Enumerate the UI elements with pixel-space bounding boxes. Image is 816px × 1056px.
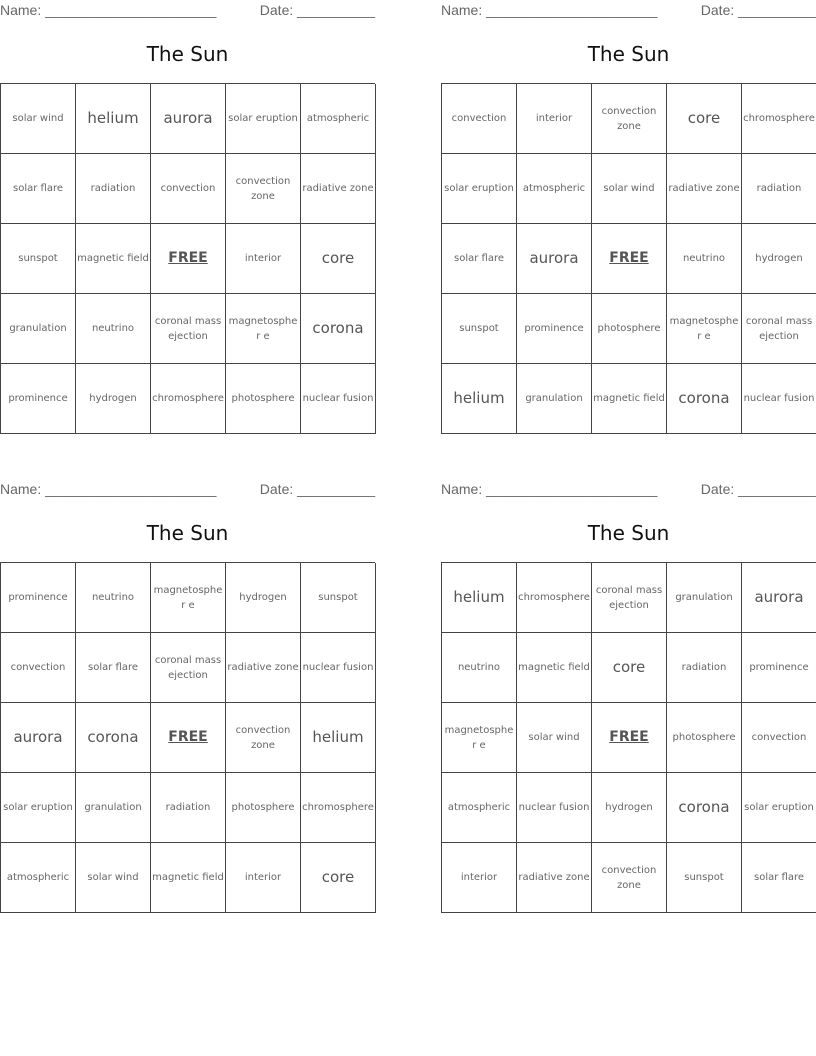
- bingo-cell: prominence: [1, 563, 76, 633]
- bingo-cell: hydrogen: [226, 563, 301, 633]
- name-field: Name: ______________________: [441, 481, 658, 497]
- bingo-cell: radiation: [742, 154, 816, 224]
- bingo-cell: coronal mass ejection: [592, 563, 667, 633]
- card-header: [441, 479, 816, 505]
- bingo-card-4: [441, 479, 816, 913]
- bingo-cell: core: [592, 633, 667, 703]
- bingo-cell: sunspot: [442, 294, 517, 364]
- bingo-cell: core: [301, 224, 376, 294]
- bingo-cell: prominence: [1, 364, 76, 434]
- bingo-cell: convection: [742, 703, 816, 773]
- bingo-cell: sunspot: [301, 563, 376, 633]
- card-title: The Sun: [587, 42, 670, 66]
- free-space-cell: FREE: [151, 703, 226, 773]
- bingo-cell: core: [301, 843, 376, 913]
- bingo-cell: radiation: [76, 154, 151, 224]
- bingo-cell: atmospheric: [442, 773, 517, 843]
- bingo-cell: corona: [667, 773, 742, 843]
- bingo-cell: radiation: [151, 773, 226, 843]
- bingo-cell: chromosphere: [742, 84, 816, 154]
- bingo-cell: solar eruption: [1, 773, 76, 843]
- bingo-cell: solar flare: [76, 633, 151, 703]
- bingo-cell: aurora: [742, 563, 816, 633]
- bingo-cell: convection zone: [592, 84, 667, 154]
- card-header: [441, 0, 816, 26]
- bingo-cell: magnetic field: [517, 633, 592, 703]
- bingo-cell: photosphere: [667, 703, 742, 773]
- bingo-cell: photosphere: [226, 773, 301, 843]
- name-field: Name: ______________________: [0, 481, 217, 497]
- bingo-cell: convection zone: [592, 843, 667, 913]
- bingo-cell: interior: [226, 843, 301, 913]
- bingo-cell: atmospheric: [1, 843, 76, 913]
- bingo-cell: interior: [442, 843, 517, 913]
- card-title: The Sun: [146, 42, 229, 66]
- bingo-cell: granulation: [517, 364, 592, 434]
- bingo-cell: atmospheric: [301, 84, 376, 154]
- card-header: [0, 0, 375, 26]
- bingo-cell: chromosphere: [151, 364, 226, 434]
- bingo-cell: photosphere: [592, 294, 667, 364]
- bingo-cell: radiation: [667, 633, 742, 703]
- date-field: Date: __________: [700, 481, 816, 497]
- bingo-cell: coronal mass ejection: [742, 294, 816, 364]
- bingo-cell: radiative zone: [226, 633, 301, 703]
- bingo-grid: [441, 83, 816, 434]
- bingo-cell: radiative zone: [517, 843, 592, 913]
- bingo-cell: prominence: [517, 294, 592, 364]
- bingo-cell: hydrogen: [76, 364, 151, 434]
- bingo-card-3: [0, 479, 375, 913]
- bingo-cell: magnetospher e: [151, 563, 226, 633]
- bingo-cell: solar eruption: [742, 773, 816, 843]
- bingo-cell: interior: [517, 84, 592, 154]
- bingo-cell: magnetospher e: [442, 703, 517, 773]
- card-title: The Sun: [146, 521, 229, 545]
- bingo-cell: solar flare: [1, 154, 76, 224]
- bingo-cell: magnetic field: [76, 224, 151, 294]
- bingo-card-2: [441, 0, 816, 434]
- bingo-cell: solar wind: [76, 843, 151, 913]
- bingo-cell: convection zone: [226, 703, 301, 773]
- bingo-cell: neutrino: [76, 294, 151, 364]
- bingo-cell: helium: [442, 364, 517, 434]
- bingo-cell: granulation: [667, 563, 742, 633]
- name-field: Name: ______________________: [0, 2, 217, 18]
- bingo-cell: hydrogen: [742, 224, 816, 294]
- bingo-grid: [0, 83, 375, 434]
- free-space-cell: FREE: [151, 224, 226, 294]
- bingo-grid: [0, 562, 375, 913]
- bingo-cell: corona: [667, 364, 742, 434]
- date-field: Date: __________: [259, 2, 375, 18]
- bingo-cell: convection: [151, 154, 226, 224]
- bingo-grid: [441, 562, 816, 913]
- bingo-cell: aurora: [517, 224, 592, 294]
- name-field: Name: ______________________: [441, 2, 658, 18]
- bingo-cell: sunspot: [667, 843, 742, 913]
- bingo-cell: coronal mass ejection: [151, 633, 226, 703]
- bingo-cell: neutrino: [667, 224, 742, 294]
- bingo-cell: helium: [442, 563, 517, 633]
- bingo-cell: sunspot: [1, 224, 76, 294]
- bingo-cell: solar eruption: [442, 154, 517, 224]
- bingo-cell: photosphere: [226, 364, 301, 434]
- bingo-cell: neutrino: [76, 563, 151, 633]
- bingo-cell: nuclear fusion: [301, 633, 376, 703]
- bingo-cell: chromosphere: [517, 563, 592, 633]
- bingo-cell: helium: [76, 84, 151, 154]
- bingo-cell: magnetospher e: [226, 294, 301, 364]
- bingo-cell: chromosphere: [301, 773, 376, 843]
- bingo-cell: prominence: [742, 633, 816, 703]
- bingo-cell: helium: [301, 703, 376, 773]
- bingo-cell: granulation: [76, 773, 151, 843]
- bingo-cell: nuclear fusion: [301, 364, 376, 434]
- bingo-cell: corona: [301, 294, 376, 364]
- free-space-cell: FREE: [592, 703, 667, 773]
- bingo-cell: magnetospher e: [667, 294, 742, 364]
- bingo-cell: radiative zone: [301, 154, 376, 224]
- date-field: Date: __________: [700, 2, 816, 18]
- bingo-cell: radiative zone: [667, 154, 742, 224]
- bingo-cell: solar flare: [742, 843, 816, 913]
- bingo-cell: neutrino: [442, 633, 517, 703]
- bingo-cell: magnetic field: [592, 364, 667, 434]
- bingo-cell: atmospheric: [517, 154, 592, 224]
- bingo-cell: interior: [226, 224, 301, 294]
- bingo-cell: hydrogen: [592, 773, 667, 843]
- bingo-card-1: [0, 0, 375, 434]
- bingo-cell: aurora: [1, 703, 76, 773]
- bingo-cell: solar wind: [592, 154, 667, 224]
- bingo-cell: convection: [1, 633, 76, 703]
- card-header: [0, 479, 375, 505]
- free-space-cell: FREE: [592, 224, 667, 294]
- bingo-cell: convection zone: [226, 154, 301, 224]
- bingo-cell: solar eruption: [226, 84, 301, 154]
- bingo-cell: solar wind: [1, 84, 76, 154]
- card-title: The Sun: [587, 521, 670, 545]
- bingo-cell: magnetic field: [151, 843, 226, 913]
- bingo-cell: nuclear fusion: [517, 773, 592, 843]
- bingo-cell: convection: [442, 84, 517, 154]
- bingo-cell: solar flare: [442, 224, 517, 294]
- bingo-cell: aurora: [151, 84, 226, 154]
- bingo-cell: solar wind: [517, 703, 592, 773]
- bingo-cell: nuclear fusion: [742, 364, 816, 434]
- bingo-cell: corona: [76, 703, 151, 773]
- bingo-cell: granulation: [1, 294, 76, 364]
- bingo-cell: coronal mass ejection: [151, 294, 226, 364]
- date-field: Date: __________: [259, 481, 375, 497]
- bingo-cell: core: [667, 84, 742, 154]
